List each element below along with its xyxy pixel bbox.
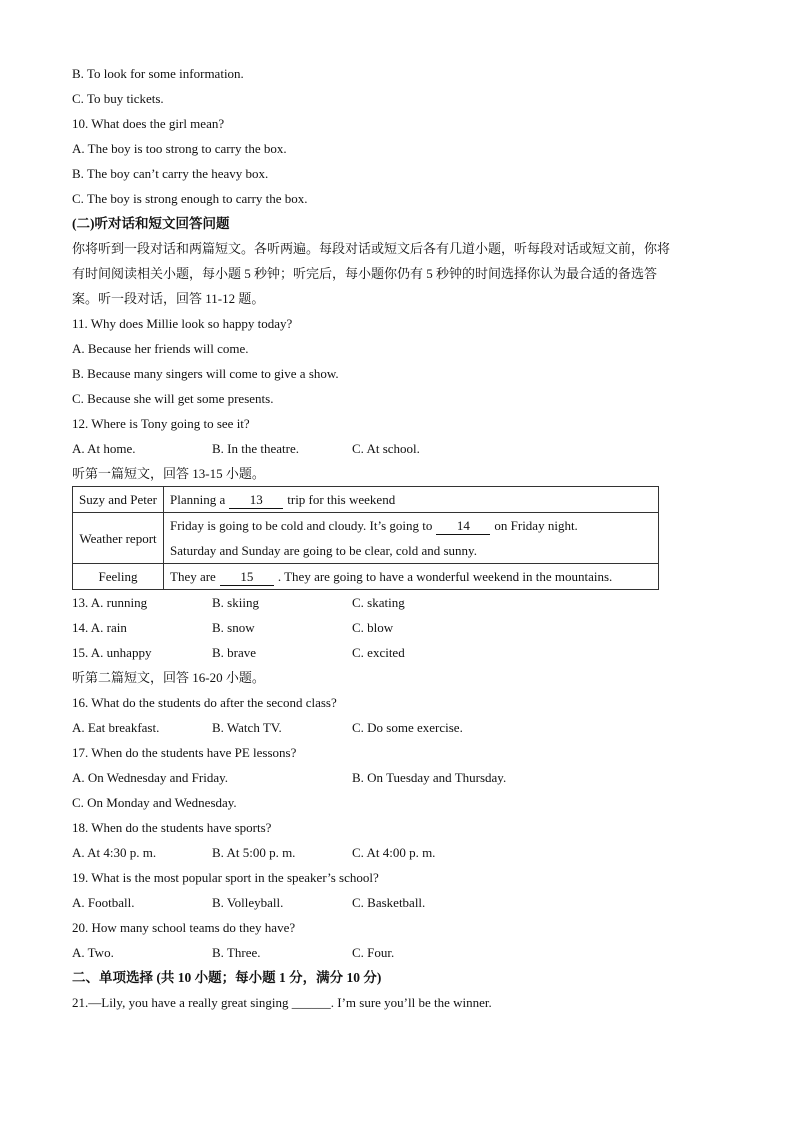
table-text: on Friday night.: [494, 518, 578, 533]
q11-question: 11. Why does Millie look so happy today?: [72, 316, 293, 331]
q12-option-a: A. At home.: [72, 441, 136, 456]
q16-option-b: B. Watch TV.: [212, 720, 282, 735]
q10-option-c: C. The boy is strong enough to carry the box.: [72, 191, 308, 206]
table-cell-weather: [164, 513, 659, 564]
q12-question: 12. Where is Tony going to see it?: [72, 416, 250, 431]
q12-options: [72, 436, 732, 461]
q21-question: 21.—Lily, you have a really great singing ______. I’m sure you’ll be the winner.: [72, 995, 492, 1010]
info-table: [72, 486, 659, 590]
passage2-intro: 听第二篇短文，回答 16-20 小题。: [72, 670, 265, 685]
blank-14: 14: [436, 517, 490, 535]
q13-options: [72, 590, 732, 615]
q17-options-ab: [72, 765, 732, 790]
section-heading: (二)听对话和短文回答问题: [72, 216, 230, 231]
q17-option-b: B. On Tuesday and Thursday.: [352, 770, 507, 785]
q17-option-c: C. On Monday and Wednesday.: [72, 795, 237, 810]
q11-option-b: B. Because many singers will come to give a show.: [72, 366, 339, 381]
q16-options: [72, 715, 732, 740]
q13-option-a: 13. A. running: [72, 595, 148, 610]
q19-option-a: A. Football.: [72, 895, 135, 910]
q15-option-c: C. excited: [352, 645, 405, 660]
blank-15: 15: [220, 568, 274, 586]
weather-line-1: [170, 513, 652, 538]
table-label-feeling: Feeling: [73, 564, 164, 590]
info-table-wrapper: [72, 486, 732, 590]
q10-question: 10. What does the girl mean?: [72, 116, 225, 131]
part2-heading: 二、单项选择 (共 10 小题；每小题 1 分，满分 10 分): [72, 970, 382, 985]
q20-option-c: C. Four.: [352, 945, 395, 960]
q20-question: 20. How many school teams do they have?: [72, 920, 296, 935]
table-label-weather: Weather report: [73, 513, 164, 564]
instruction-line-3: 案。听一段对话，回答 11-12 题。: [72, 291, 265, 306]
q13-option-b: B. skiing: [212, 595, 259, 610]
q17-option-a: A. On Wednesday and Friday.: [72, 770, 229, 785]
q18-option-a: A. At 4:30 p. m.: [72, 845, 157, 860]
q15-option-a: 15. A. unhappy: [72, 645, 152, 660]
q20-option-a: A. Two.: [72, 945, 114, 960]
q14-option-b: B. snow: [212, 620, 255, 635]
q12-option-b: B. In the theatre.: [212, 441, 299, 456]
weather-line-2: Saturday and Sunday are going to be clear, cold and sunny.: [170, 543, 477, 558]
blank-13: 13: [229, 491, 283, 509]
table-row: [73, 487, 659, 513]
q20-options: [72, 940, 732, 965]
q11-option-c: C. Because she will get some presents.: [72, 391, 274, 406]
q19-option-c: C. Basketball.: [352, 895, 426, 910]
q12-option-c: C. At school.: [352, 441, 420, 456]
table-text: trip for this weekend: [287, 492, 396, 507]
table-text: Planning a: [170, 492, 226, 507]
instruction-line-1: 你将听到一段对话和两篇短文。各听两遍。每段对话或短文后各有几道小题，听每段对话或短文前，你将: [72, 241, 671, 256]
q19-question: 19. What is the most popular sport in the speaker’s school?: [72, 870, 379, 885]
passage1-intro: 听第一篇短文，回答 13-15 小题。: [72, 466, 265, 481]
table-text: . They are going to have a wonderful weekend in the mountains.: [277, 569, 613, 584]
q18-question: 18. When do the students have sports?: [72, 820, 272, 835]
q13-option-c: C. skating: [352, 595, 405, 610]
q15-option-b: B. brave: [212, 645, 257, 660]
q19-options: [72, 890, 732, 915]
table-row: [73, 564, 659, 590]
instruction-line-2: 有时间阅读相关小题，每小题 5 秒钟；听完后，每小题你仍有 5 秒钟的时间选择你认为最合适的备选答: [72, 266, 658, 281]
q15-options: [72, 640, 732, 665]
table-label-suzy-peter: Suzy and Peter: [73, 487, 164, 513]
exam-page: [72, 61, 732, 1015]
table-cell-feeling: [164, 564, 659, 590]
q18-option-c: C. At 4:00 p. m.: [352, 845, 436, 860]
table-text: Friday is going to be cold and cloudy. It’s going to: [170, 518, 433, 533]
q20-option-b: B. Three.: [212, 945, 261, 960]
q18-options: [72, 840, 732, 865]
q10-option-b: B. The boy can’t carry the heavy box.: [72, 166, 269, 181]
table-cell-plan: [164, 487, 659, 513]
q14-option-a: 14. A. rain: [72, 620, 127, 635]
q9-option-c: C. To buy tickets.: [72, 91, 164, 106]
q10-option-a: A. The boy is too strong to carry the box.: [72, 141, 287, 156]
q11-option-a: A. Because her friends will come.: [72, 341, 249, 356]
q9-option-b: B. To look for some information.: [72, 66, 244, 81]
q14-options: [72, 615, 732, 640]
q14-option-c: C. blow: [352, 620, 394, 635]
q19-option-b: B. Volleyball.: [212, 895, 284, 910]
q17-question: 17. When do the students have PE lessons?: [72, 745, 297, 760]
table-row: [73, 513, 659, 564]
q16-option-a: A. Eat breakfast.: [72, 720, 160, 735]
q16-option-c: C. Do some exercise.: [352, 720, 463, 735]
q18-option-b: B. At 5:00 p. m.: [212, 845, 296, 860]
table-text: They are: [170, 569, 216, 584]
q16-question: 16. What do the students do after the second class?: [72, 695, 337, 710]
